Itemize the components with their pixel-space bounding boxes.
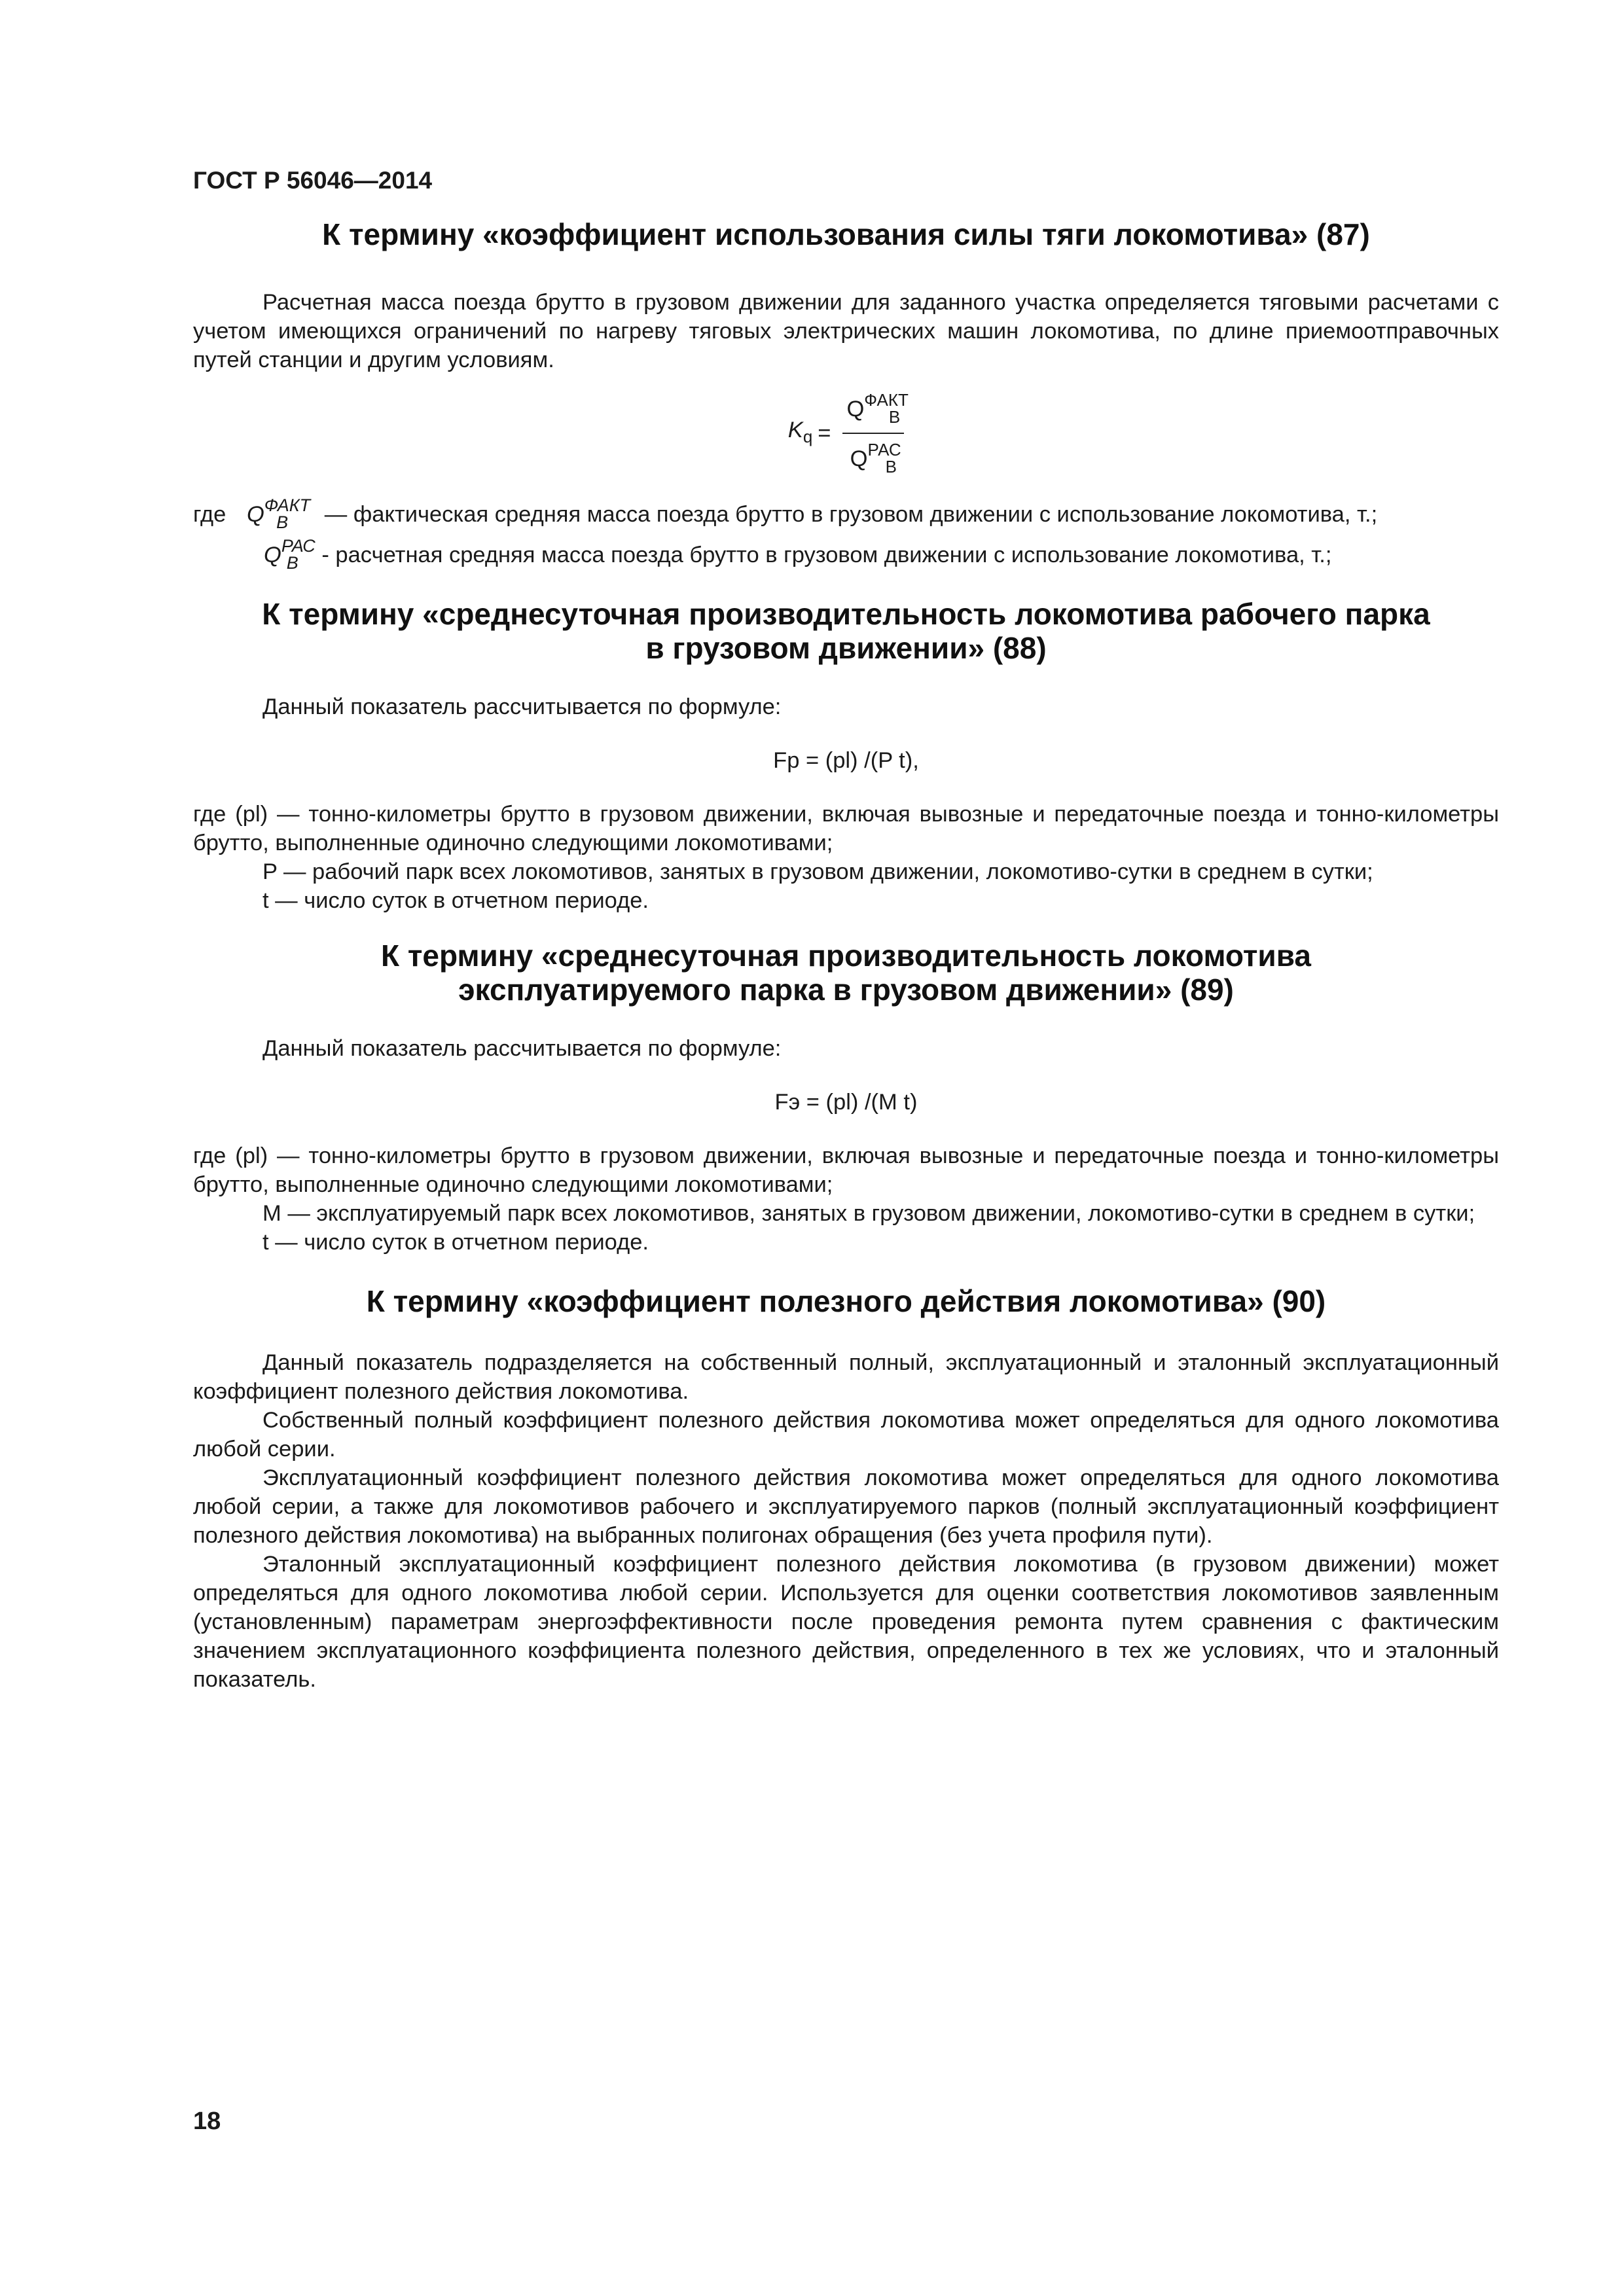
q-fact-symbol: $Q^{ФАКТ}_B$ [246, 495, 311, 532]
section-89-def-m: M — эксплуатируемый парк всех локомотивов, занятых в грузовом движении, локомотиво-сутки в среднем в сутки; [262, 1201, 1475, 1226]
definition-item: $Q^{РАС}_B$ - расчетная средняя масса поезда брутто в грузовом движении с использование локомотива, т.; [264, 536, 1332, 573]
section-90-paragraph-2: Собственный полный коэффициент полезного действия локомотива может определяться для одного локомотива любой серии. [193, 1408, 1499, 1462]
section-88-def-pl: где (pl) — тонно-километры брутто в грузовом движении, включая вывозные и передаточные поезда и тонно-километры брутто, выполненные одиночно следующими локомотивами; [193, 802, 1499, 855]
section-88-formula: Fр = (pl) /(P t), [773, 748, 919, 773]
section-90-paragraph-1: Данный показатель подразделяется на собственный полный, эксплуатационный и эталонный эксплуатационный коэффициент полезного действия локомотива. [193, 1350, 1499, 1404]
section-90-paragraph-4: Эталонный эксплуатационный коэффициент полезного действия локомотива (в грузовом движении) может определяться для одного локомотива любой серии. Используется для оценки соответствия локомотивов заявленным (установленным) параметрам энергоэффективности после проведения ремонта путем сравнения с фактическим значением эксплуатационного коэффициента полезного действия, определенного в тех же условиях, что и эталонный показатель. [193, 1552, 1499, 1692]
formula-lhs: $K_q$ [787, 418, 813, 446]
section-87-definitions [193, 491, 1499, 572]
section-89-heading: К термину «среднесуточная производительность локомотива эксплуатируемого парка в грузовом движении» (89) [381, 939, 1311, 1007]
page-content [193, 216, 1499, 1694]
formula-fraction [842, 386, 909, 481]
section-87-heading: К термину «коэффициент использования силы тяги локомотива» (87) [322, 217, 1370, 251]
section-89-def-pl: где (pl) — тонно-километры брутто в грузовом движении, включая вывозные и передаточные поезда и тонно-километры брутто, выполненные одиночно следующими локомотивами; [193, 1143, 1499, 1197]
section-89-formula: Fэ = (pl) /(M t) [774, 1090, 918, 1115]
section-89-intro: Данный показатель рассчитывается по формуле: [262, 1036, 782, 1061]
section-90-heading: К термину «коэффициент полезного действия локомотива» (90) [366, 1284, 1326, 1318]
section-87-paragraph: Расчетная масса поезда брутто в грузовом движении для заданного участка определяется тяговыми расчетами с учетом имеющихся ограничений по нагреву тяговых электрических машин локомотива, по длине приемоотправочных путей станции и другим условиям. [193, 290, 1499, 372]
section-89-def-t: t — число суток в отчетном периоде. [262, 1230, 649, 1255]
page-number: 18 [193, 2108, 221, 2135]
formula-equals: = [818, 421, 831, 446]
section-87-formula [193, 390, 1499, 476]
section-88-def-t: t — число суток в отчетном периоде. [262, 888, 649, 913]
section-88-heading: К термину «среднесуточная производительность локомотива рабочего парка в грузовом движении» (88) [262, 597, 1430, 665]
definition-item: где $Q^{ФАКТ}_B$ — фактическая средняя масса поезда брутто в грузовом движении с использование локомотива, т.; [193, 495, 1378, 532]
formula-denominator: $Q^{РАС}_В$ [850, 440, 901, 476]
section-90-paragraph-3: Эксплуатационный коэффициент полезного действия локомотива может определяться для одного локомотива любой серии, а также для локомотивов рабочего и эксплуатируемого парков (полный эксплуатационный коэффициент полезного действия локомотива) на выбранных полигонах обращения (без учета профиля пути). [193, 1465, 1499, 1548]
section-88-def-p: P — рабочий парк всех локомотивов, занятых в грузовом движении, локомотиво-сутки в среднем в сутки; [262, 859, 1373, 884]
formula-numerator: $Q^{ФАКТ}_В$ [842, 386, 904, 434]
document-header: ГОСТ Р 56046—2014 [193, 167, 433, 194]
q-ras-symbol: $Q^{РАС}_B$ [264, 536, 316, 573]
section-88-intro: Данный показатель рассчитывается по формуле: [262, 694, 782, 719]
